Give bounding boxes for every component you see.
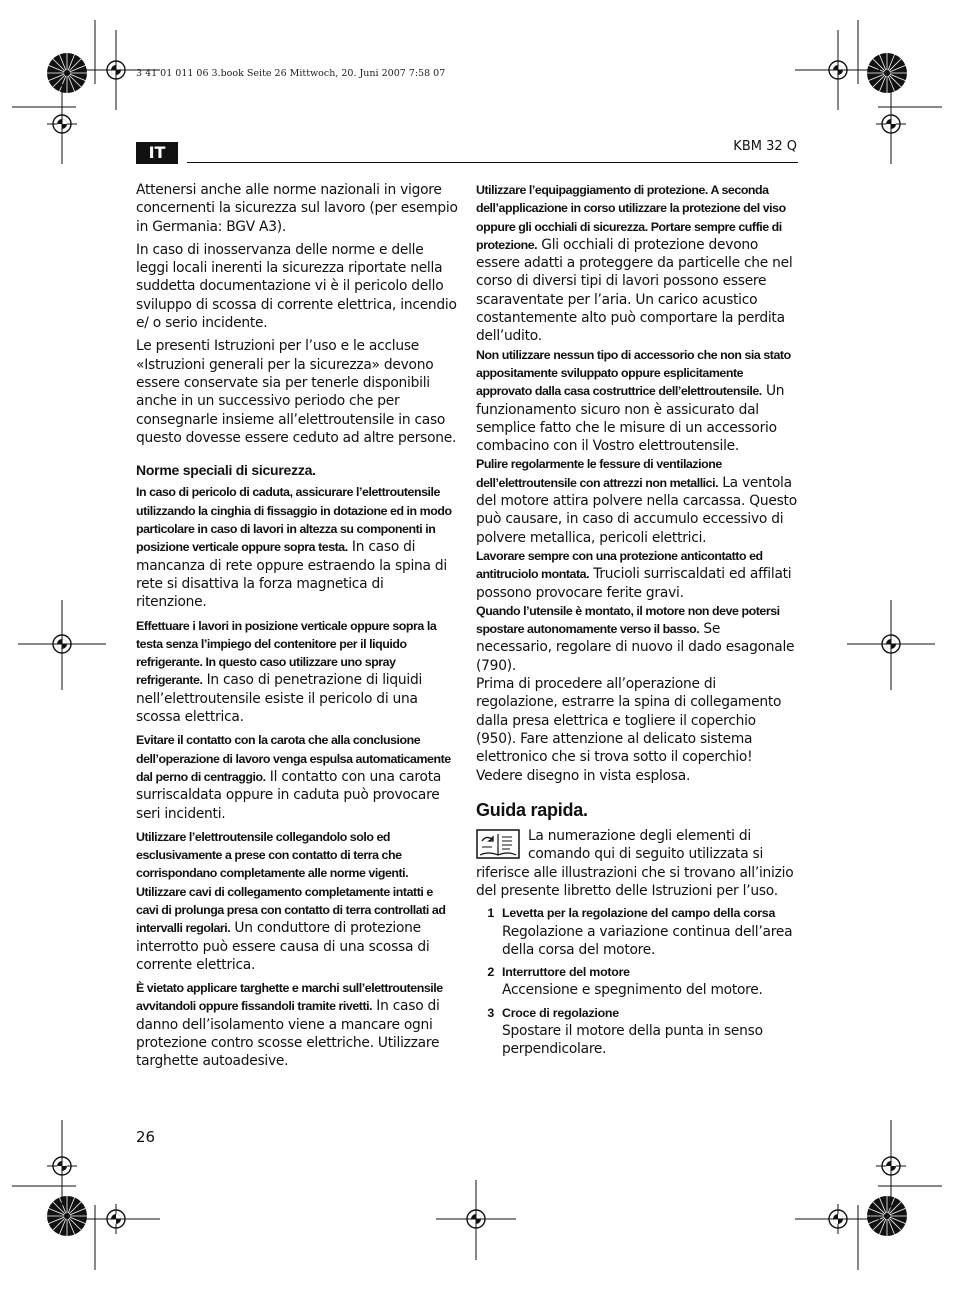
item-description: Regolazione a variazione continua dell’area della corsa del motore.	[502, 923, 793, 958]
safety-rule: In caso di pericolo di caduta, assicurare l’elettroutensile utilizzando la cinghia di fissaggio in dotazione ed in modo particolare in caso di lavori in altezza su componenti in posizione verticale oppure sopra testa. In caso di mancanza di rete oppure estraendo la spina di rete si disattiva la forza magnetica di ritenzione.	[136, 485, 452, 611]
item-head	[476, 904, 798, 922]
print-info: 3 41 01 011 06 3.book Seite 26 Mittwoch, 20. Juni 2007 7:58 07	[136, 68, 446, 79]
page-number: 26	[136, 1128, 156, 1146]
list-item	[476, 904, 798, 959]
safety-rule: Utilizzare l’equipaggiamento di protezione. A seconda dell’applicazione in corso utilizzare la protezione del viso oppure gli occhiali di sicurezza. Portare sempre cuffie di protezione. Gli occhiali di protezione devono essere adatti a proteggere da particelle che nel corso di diversi tipi di lavori possono essere scaraventate per l’aria. Un carico acustico costantemente alto può comportare la perdita dell’udito.	[476, 183, 793, 345]
safety-rule: Evitare il contatto con la carota che alla conclusione dell’operazione di lavoro venga espulsa automaticamente dal perno di centraggio. Il contatto con una carota surriscaldata oppure in caduta può provocare seri incidenti.	[136, 733, 451, 822]
model-name: KBM 32 Q	[733, 139, 797, 154]
item-head	[476, 963, 798, 981]
item-number: 3	[487, 1005, 494, 1020]
item-description: Spostare il motore della punta in senso perpendicolare.	[502, 1023, 763, 1058]
item-title: Croce di regolazione	[502, 1005, 619, 1020]
left-column	[136, 181, 458, 1076]
safety-rule: Quando l’utensile è montato, il motore non deve potersi spostare autonomamente verso il basso. Se necessario, regolare di nuovo il dado esagonale (790).	[476, 603, 795, 674]
language-badge: IT	[136, 142, 178, 164]
paragraph: Prima di procedere all’operazione di regolazione, estrarre la spina di collegamento dalla presa elettrica e togliere il coperchio (950). Fare attenzione al delicato sistema elettronico che si trova sotto il coperchio!	[476, 676, 782, 766]
item-number: 2	[487, 965, 494, 980]
paragraph: Vedere disegno in vista esplosa.	[476, 767, 691, 784]
paragraph: Attenersi anche alle norme nazionali in vigore concernenti la sicurezza sul lavoro (per esempio in Germania: BGV A3).	[136, 182, 458, 235]
item-description: Accensione e spegnimento del motore.	[502, 982, 763, 999]
item-title: Levetta per la regolazione del campo della corsa	[502, 906, 776, 921]
section-title: Guida rapida.	[476, 799, 588, 820]
item-head	[476, 1004, 798, 1022]
item-title: Interruttore del motore	[502, 965, 630, 980]
control-list	[476, 904, 798, 1058]
safety-rule: È vietato applicare targhette e marchi sull’elettroutensile avvitandoli oppure fissandoli tramite rivetti. In caso di danno dell’isolamento viene a mancare ogni protezione contro scosse elettriche. Utilizzare targhette autoadesive.	[136, 981, 443, 1070]
intro-paragraph	[476, 827, 798, 900]
intro-text: La numerazione degli elementi di comando qui di seguito utilizzata si riferisce alle illustrazioni che si trovano all’inizio del presente libretto delle Istruzioni per l’uso.	[476, 828, 794, 899]
safety-rule: Pulire regolarmente le fessure di ventilazione dell’elettroutensile con attrezzi non metallici. La ventola del motore attira polvere nella carcassa. Questo può causare, in caso di accumulo eccessivo di polvere metallica, pericoli elettrici.	[476, 457, 797, 546]
list-item	[476, 963, 798, 1000]
safety-rule: Lavorare sempre con una protezione anticontatto ed antitruciolo montata. Trucioli surriscaldati ed affilati possono provocare ferite gravi.	[476, 548, 792, 601]
safety-rule: Utilizzare l’elettroutensile collegandolo solo ed esclusivamente a prese con contatto di terra che corrispondano completamente alle norme vigenti. Utilizzare cavi di collegamento completamente intatti e cavi di prolunga presa con contatto di terra controllati ad intervalli regolari. Un conduttore di protezione interrotto può essere causa di una scossa di corrente elettrica.	[136, 829, 446, 973]
item-number: 1	[487, 906, 494, 921]
safety-rule: Effettuare i lavori in posizione verticale oppure sopra la testa senza l’impiego del contenitore per il liquido refrigerante. In questo caso utilizzare uno spray refrigerante. In caso di penetrazione di liquidi nell’elettroutensile esiste il pericolo di una scossa elettrica.	[136, 618, 437, 726]
book-icon	[476, 829, 520, 859]
list-item	[476, 1004, 798, 1059]
safety-rule: Non utilizzare nessun tipo di accessorio che non sia stato appositamente sviluppato oppure esplicitamente approvato dalla casa costruttrice dell’elettroutensile. Un funzionamento sicuro non è assicurato dal semplice fatto che le misure di un accessorio combacino con il Vostro elettroutensile.	[476, 347, 791, 455]
right-column	[476, 181, 798, 1059]
paragraph: Le presenti Istruzioni per l’uso e le accluse «Istruzioni generali per la sicurezza» devono essere conservate sia per tenerle disponibili anche in un successivo periodo che per consegnarle insieme all’elettroutensile in caso questo dovesse essere ceduto ad altre persone.	[136, 338, 457, 446]
subheading: Norme speciali di sicurezza.	[136, 462, 316, 479]
paragraph: In caso di inosservanza delle norme e delle leggi locali inerenti la sicurezza riportate nella suddetta documentazione vi è il pericolo dello sviluppo di scossa di corrente elettrica, incendio e/ o serio incidente.	[136, 241, 457, 332]
header-rule	[187, 162, 798, 163]
